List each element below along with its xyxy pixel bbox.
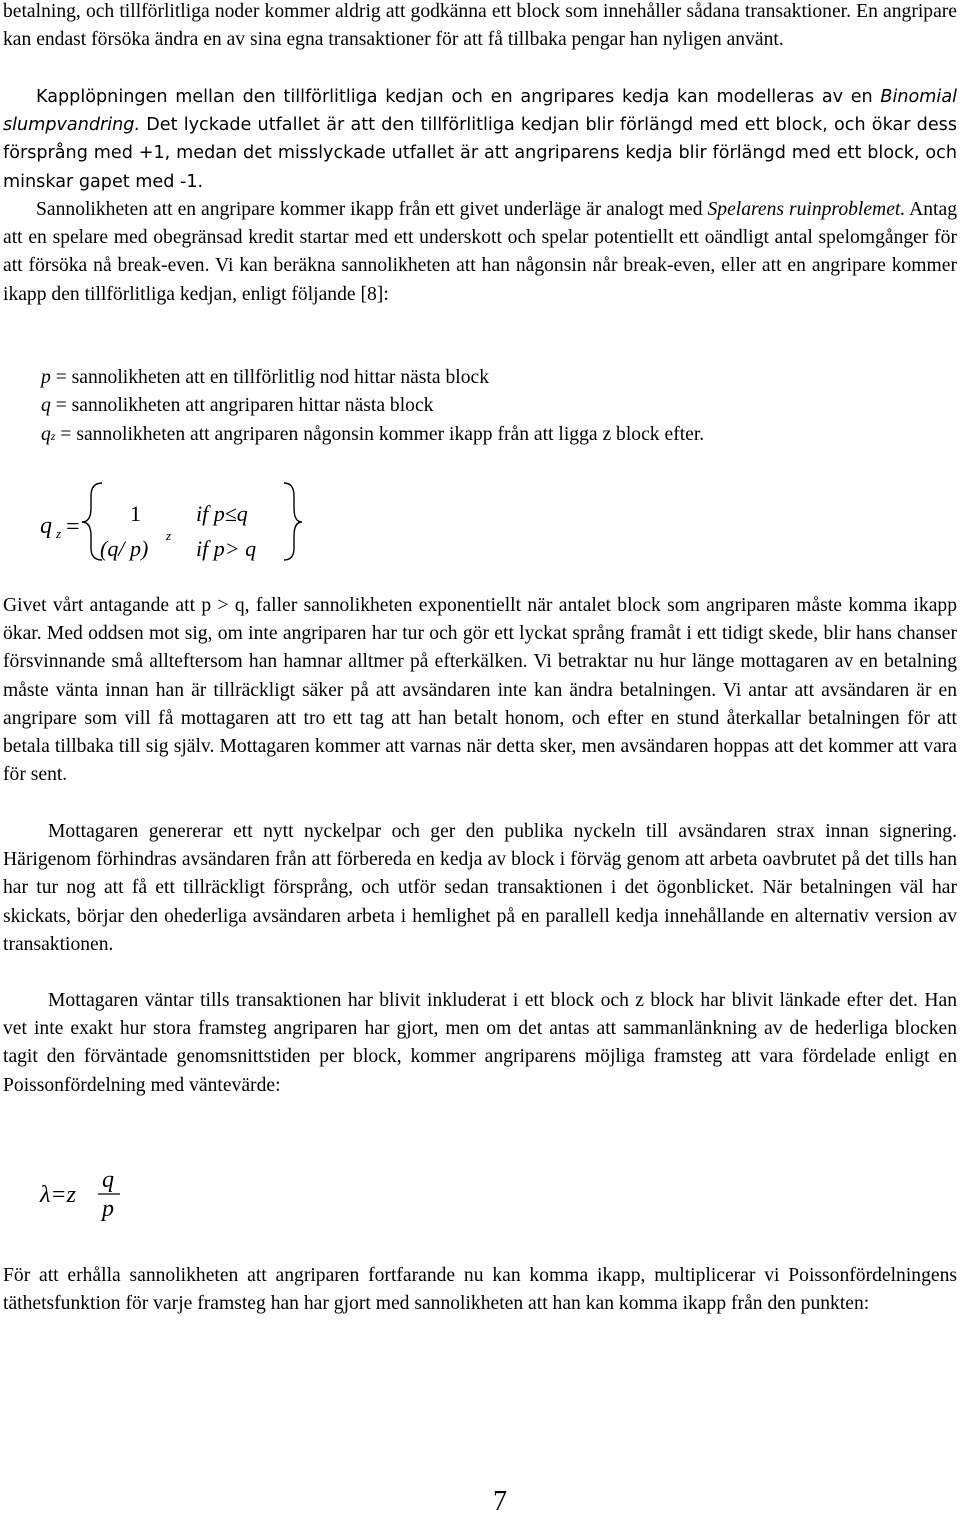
- paragraph-density-text: För att erhålla sannolikheten att angriparen fortfarande nu kan komma ikapp, multiplicerar vi Poissonfördelningens täthetsfunktion för varje framsteg han har gjort med sannolikheten att han kan komma ikapp från den punkten:: [3, 1265, 957, 1315]
- paragraph-binomial: [3, 83, 957, 196]
- formula-lambda-lhs: λ=z: [40, 1182, 76, 1208]
- definition-text: = sannolikheten att en tillförlitlig nod hittar nästa block: [50, 367, 490, 388]
- paragraph-binomial-text-b: Det lyckade utfallet är att den tillförlitliga kedjan blir förlängd med ett block, och ökar dess försprång med +1, medan det misslyckade utfallet är att angriparens kedja blir förlängd med ett block, och minskar gapet med -1.: [3, 115, 957, 192]
- definition-symbol: q: [41, 424, 51, 445]
- formula-case2-value: (q/ p): [100, 536, 149, 561]
- paragraph-exponential-text: Givet vårt antagande att p > q, faller sannolikheten exponentiellt när antalet block som angriparen måste komma ikapp ökar. Med oddsen mot sig, om inte angriparen har tur och gör ett lyckat språng framåt i ett tidigt skede, blir hans chanser försvinnande små allteftersom han hamnar alltmer på efterkälken. Vi betraktar nu hur länge mottagaren av en betalning måste vänta innan han är tillräckligt säker på att avsändaren inte kan ändra betalningen. Vi antar att avsändaren är en angripare som vill få mottagaren att tro ett tag att han betalt honom, och efter en stund återkallar betalningen för att betala tillbaka till sig själv. Mottagaren kommer att varnas när detta sker, men avsändaren hoppas att det kommer att vara för sent.: [3, 595, 957, 786]
- formula-case1-value: 1: [130, 501, 141, 526]
- definition-subscript: z: [50, 429, 56, 443]
- page-number: 7: [493, 1486, 507, 1517]
- definition-symbol: p: [41, 367, 51, 388]
- paragraph-gambler-ruin: [3, 196, 957, 309]
- formula-lambda-numerator: q: [102, 1167, 114, 1193]
- paragraph-density: [3, 1262, 957, 1318]
- formula-lhs-subscript: z: [56, 526, 62, 541]
- definition-qz: [41, 421, 704, 450]
- formula-lambda: [36, 1156, 176, 1236]
- formula-case2-exponent: z: [166, 528, 172, 543]
- formula-lambda-denominator: p: [102, 1196, 114, 1222]
- paragraph-intro: [3, 0, 957, 54]
- paragraph-intro-text: betalning, och tillförlitliga noder kommer aldrig att godkänna ett block som innehåller sådana transaktioner. En angripare kan endast försöka ändra en av sina egna transaktioner för att få tillbaka pengar han nyligen använt.: [3, 1, 957, 51]
- formula-right-brace: [284, 483, 302, 560]
- definition-p: [41, 364, 489, 392]
- paragraph-exponential: [3, 592, 957, 789]
- paragraph-keypair-text: Mottagaren genererar ett nytt nyckelpar och ger den publika nyckeln till avsändaren strax innan signering. Härigenom förhindras avsändaren från att förbereda en kedja av block i förväg genom att arbeta oavbrutet på det tills han har tur nog att få ett tillräckligt försprång, och utför sedan transaktionen i det ögonblicket. När betalningen väl har skickats, börjar den ohederliga avsändaren arbeta i hemlighet på en parallell kedja innehållande en alternativ version av transaktionen.: [3, 821, 957, 955]
- paragraph-binomial-italic: Binomial slumpvandring.: [3, 87, 957, 136]
- formula-equals: =: [66, 514, 80, 540]
- paragraph-gambler-ruin-italic: Spelarens ruinproblemet.: [707, 199, 906, 220]
- paragraph-gambler-ruin-text-b: Antag att en spelare med obegränsad kredit startar med ett underskott och spelar potentiellt ett oändligt antal spelomgånger för att försöka nå break-even. Vi kan beräkna sannolikheten att han någonsin når break-even, eller att en angripare kommer ikapp den tillförlitliga kedjan, enligt följande [8]:: [3, 199, 957, 305]
- formula-case1-condition: if p≤q: [196, 501, 248, 526]
- paragraph-gambler-ruin-text-a: Sannolikheten att en angripare kommer ikapp från ett givet underläge är analogt med: [36, 199, 708, 220]
- formula-left-brace: [82, 483, 102, 560]
- paragraph-poisson-text: Mottagaren väntar tills transaktionen har blivit inkluderat i ett block och z block har blivit länkade efter det. Han vet inte exakt hur stora framsteg angriparen har gjort, men om det antas att sammanlänkning av de hederliga blocken tagit den förväntade genomsnittstiden per block, kommer angriparens möjliga framsteg att vara fördelade enligt en Poissonfördelning med väntevärde:: [3, 990, 957, 1096]
- paragraph-poisson: [3, 987, 957, 1100]
- definition-text: = sannolikheten att angriparen hittar nästa block: [50, 395, 434, 416]
- definition-text: = sannolikheten att angriparen någonsin kommer ikapp från att ligga z block efter.: [55, 424, 705, 445]
- definition-symbol: q: [41, 395, 51, 416]
- paragraph-binomial-text-a: Kapplöpningen mellan den tillförlitliga kedjan och en angripares kedja kan modelleras av en: [36, 87, 881, 107]
- formula-case2-condition: if p> q: [196, 536, 257, 561]
- definition-q: [41, 392, 433, 420]
- formula-catch-up-probability: [36, 478, 356, 568]
- paragraph-keypair: [3, 818, 957, 959]
- formula-lhs: q: [40, 513, 52, 539]
